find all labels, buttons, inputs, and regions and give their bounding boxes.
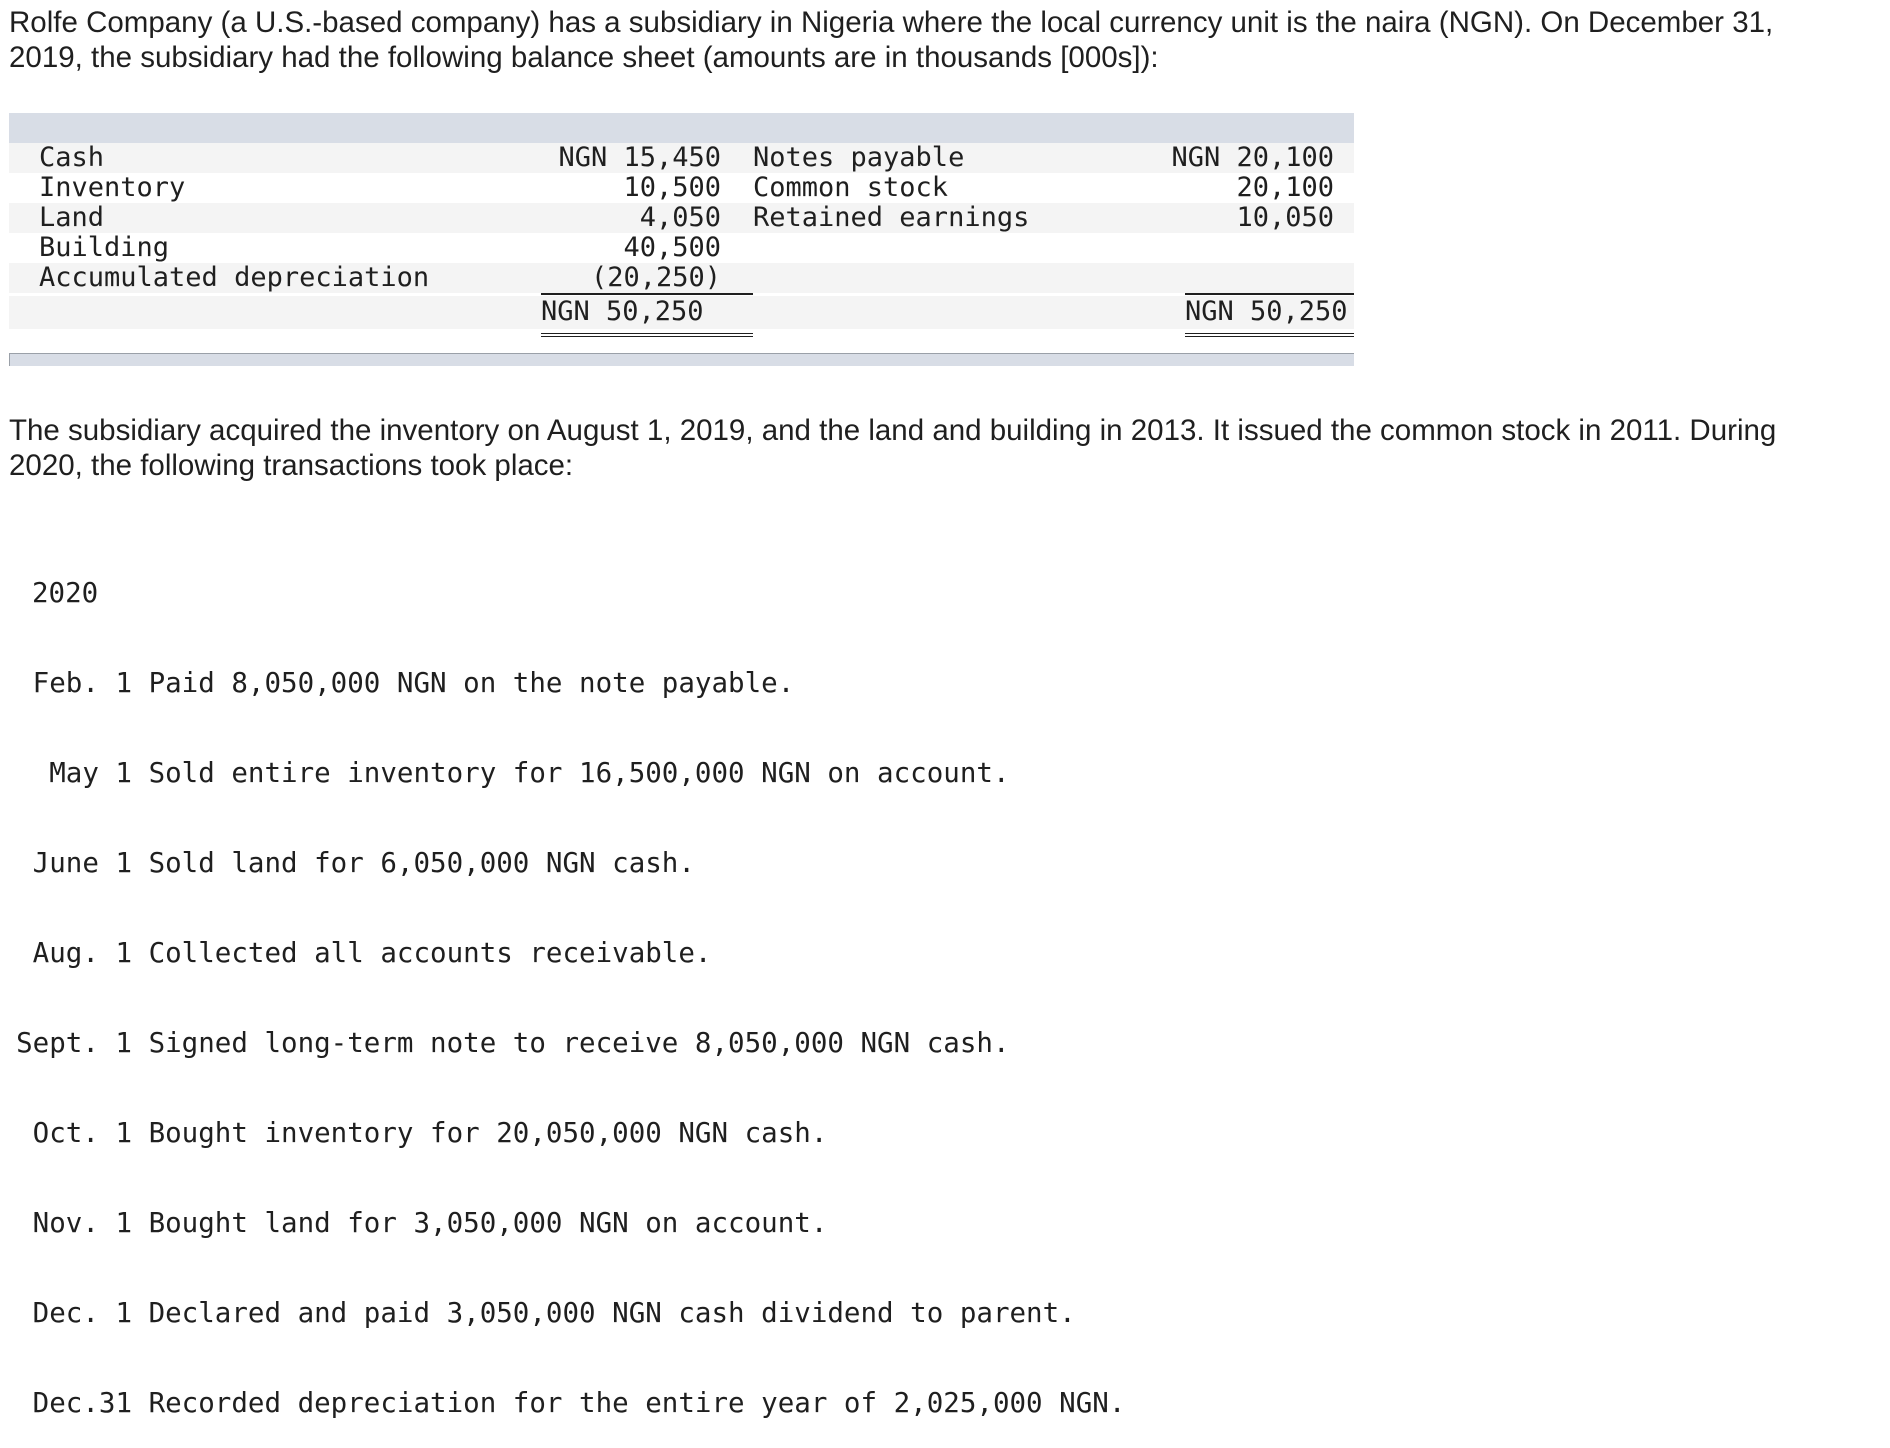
- intro-line-2: 2019, the subsidiary had the following balance sheet (amounts are in thousands [000s]):: [9, 41, 1159, 74]
- asset-amount: 4,050: [639, 202, 721, 233]
- table-row: [9, 173, 1354, 203]
- transaction-date: Feb. 1: [32, 667, 132, 699]
- list-item: [9, 1298, 1125, 1328]
- asset-amount: 40,500: [623, 232, 721, 263]
- subtotal-rule-assets: [541, 293, 753, 295]
- liability-amount: 20,100: [1236, 172, 1334, 203]
- transaction-text: Bought land for 3,050,000 NGN on account.: [148, 1207, 828, 1239]
- transaction-text: Sold land for 6,050,000 NGN cash.: [148, 847, 695, 879]
- table-header-bar: [9, 113, 1354, 143]
- asset-amount: NGN 15,450: [558, 142, 721, 173]
- total-assets: NGN 50,250: [541, 296, 704, 327]
- transaction-date: Aug. 1: [32, 937, 132, 969]
- transaction-date: Dec. 1: [32, 1297, 132, 1329]
- table-row: [9, 263, 1354, 293]
- intro-paragraph: [9, 5, 1884, 75]
- transaction-text: Recorded depreciation for the entire year of 2,025,000 NGN.: [148, 1387, 1126, 1419]
- double-rule-assets: [541, 333, 753, 337]
- transaction-date: May 1: [49, 757, 132, 789]
- subtotal-rule-liabilities: [1185, 293, 1354, 295]
- transaction-text: Bought inventory for 20,050,000 NGN cash.: [148, 1117, 828, 1149]
- asset-label: Accumulated depreciation: [39, 262, 430, 293]
- balance-sheet-table: [9, 113, 1354, 366]
- middle-line-1: The subsidiary acquired the inventory on August 1, 2019, and the land and building in 2013. It issued the common stock in 2011. During: [9, 414, 1777, 447]
- transaction-date: Oct. 1: [32, 1117, 132, 1149]
- transactions-list: [9, 518, 1125, 1448]
- liability-amount: 10,050: [1236, 202, 1334, 233]
- table-footer-bar: [9, 353, 1354, 366]
- transaction-date: June 1: [32, 847, 132, 879]
- totals-row: [9, 296, 1354, 329]
- intro-line-1: Rolfe Company (a U.S.-based company) has a subsidiary in Nigeria where the local currency unit is the naira (NGN). On December 31,: [9, 6, 1774, 39]
- double-rule-liabilities: [1185, 333, 1354, 337]
- asset-label: Cash: [39, 142, 105, 173]
- transaction-text: Paid 8,050,000 NGN on the note payable.: [148, 667, 795, 699]
- asset-amount: (20,250): [590, 262, 721, 293]
- transaction-date: Dec.31: [32, 1387, 132, 1419]
- list-item: [9, 1388, 1125, 1418]
- transaction-text: Signed long-term note to receive 8,050,000 NGN cash.: [148, 1027, 1010, 1059]
- liability-label: Retained earnings: [753, 202, 1030, 233]
- middle-paragraph: [9, 413, 1884, 483]
- list-item: [9, 1028, 1125, 1058]
- liability-label: Common stock: [753, 172, 949, 203]
- table-row: [9, 143, 1354, 173]
- list-item: [9, 758, 1125, 788]
- liability-label: Notes payable: [753, 142, 965, 173]
- liability-amount: NGN 20,100: [1171, 142, 1334, 173]
- list-item: [9, 1118, 1125, 1148]
- list-item: [9, 938, 1125, 968]
- transaction-date: Nov. 1: [32, 1207, 132, 1239]
- table-row: [9, 203, 1354, 233]
- middle-line-2: 2020, the following transactions took place:: [9, 449, 574, 482]
- transaction-date: Sept. 1: [16, 1027, 132, 1059]
- list-item: [9, 1208, 1125, 1238]
- asset-label: Inventory: [39, 172, 186, 203]
- total-liabilities-equity: NGN 50,250: [1185, 296, 1348, 327]
- list-item: [9, 848, 1125, 878]
- asset-label: Land: [39, 202, 105, 233]
- table-row: [9, 233, 1354, 263]
- transaction-text: Sold entire inventory for 16,500,000 NGN on account.: [148, 757, 1010, 789]
- asset-label: Building: [39, 232, 170, 263]
- asset-amount: 10,500: [623, 172, 721, 203]
- transactions-year: 2020: [32, 577, 99, 609]
- list-item: [9, 668, 1125, 698]
- transaction-text: Collected all accounts receivable.: [148, 937, 712, 969]
- transaction-text: Declared and paid 3,050,000 NGN cash dividend to parent.: [148, 1297, 1076, 1329]
